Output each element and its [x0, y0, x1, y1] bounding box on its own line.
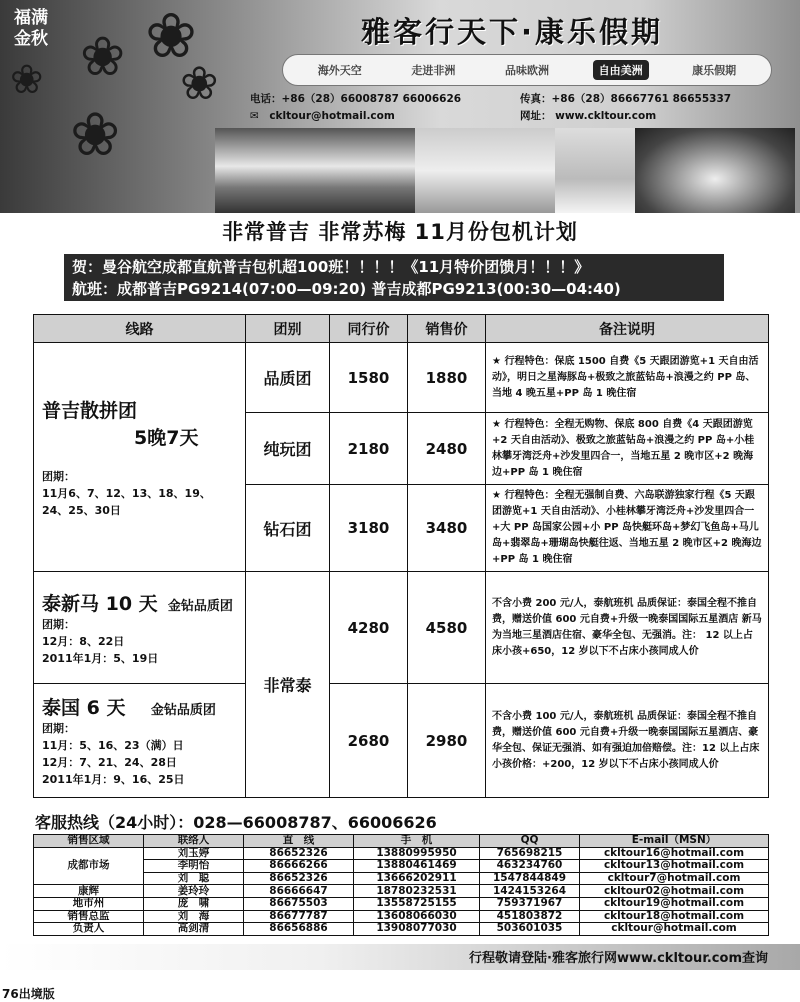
route-name: 泰新马 10 天	[42, 592, 158, 615]
palm-beach-photo	[555, 128, 635, 213]
sale-price: 4580	[408, 572, 486, 684]
star-icon: ★	[492, 418, 501, 430]
col-region: 销售区域	[34, 835, 144, 848]
surfboards-photo	[415, 128, 555, 213]
contact-qq: 451803872	[480, 910, 580, 923]
contacts-table	[33, 834, 769, 936]
region-cell: 销售总监	[34, 910, 144, 923]
contact-email: ckltour7@hotmail.com	[580, 872, 769, 885]
peer-price: 2180	[330, 413, 408, 485]
contacts-header-row	[34, 835, 769, 848]
route-thai-sg-my	[34, 572, 246, 684]
contact-qq: 1547844849	[480, 872, 580, 885]
phone-text: 电话：+86（28）66008787 66006626	[250, 93, 462, 105]
sale-price: 2480	[408, 413, 486, 485]
contact-qq: 503601035	[480, 923, 580, 936]
contact-mobile: 13666202911	[354, 872, 480, 885]
contact-qq: 463234760	[480, 860, 580, 873]
col-peer-price: 同行价	[330, 315, 408, 343]
contact-email: ckltour13@hotmail.com	[580, 860, 769, 873]
peer-price: 2680	[330, 684, 408, 798]
group-name: 纯玩团	[246, 413, 330, 485]
contact-name: 庞 啸	[144, 897, 244, 910]
contact-mobile: 13608066030	[354, 910, 480, 923]
table-header-row	[34, 315, 769, 343]
dates-label: 团期：	[42, 617, 75, 631]
table-row	[34, 885, 769, 898]
announcement-line-1: 贺：曼谷航空成都直航普吉包机超100班！！！！《11月特价团馈月！！！》	[72, 258, 590, 276]
col-qq: QQ	[480, 835, 580, 848]
contact-tel: 86656886	[244, 923, 354, 936]
contact-qq: 759371967	[480, 897, 580, 910]
peer-price: 1580	[330, 343, 408, 413]
mail-icon: ✉	[250, 110, 270, 122]
contact-mobile: 13908077030	[354, 923, 480, 936]
group-note: 不含小费 200 元/人，泰航班机 品质保证：泰国全程不推自费，赠送价值 600 元自费+升级一晚泰国国际五星酒店 新马为当地三星酒店住宿、豪华全包、无强消。注： 12 以上占床小孩+650，12 岁以下不占床小孩同成人价	[486, 572, 769, 684]
maple-leaf-icon: ❀	[10, 57, 44, 103]
peer-price: 3180	[330, 485, 408, 572]
contact-tel: 86666647	[244, 885, 354, 898]
contact-name: 高剑清	[144, 923, 244, 936]
contact-mobile: 18780232531	[354, 885, 480, 898]
group-name: 品质团	[246, 343, 330, 413]
group-note: 不含小费 100 元/人，泰航班机 品质保证：泰国全程不推自费，赠送价值 600 元自费+升级一晚泰国国际五星酒店、豪华全包、保证无强消、如有强迫加倍赔偿。注：12 以上占床小孩价格：+200，12 岁以下不占床小孩同成人价	[486, 684, 769, 798]
region-cell: 成都市场	[34, 847, 144, 885]
nav-item: 康乐假期	[692, 64, 737, 77]
brand-title: 雅客行天下·康乐假期	[360, 15, 664, 49]
route-name: 普吉散拼团	[42, 399, 138, 422]
route-tag: 金钻品质团	[167, 598, 233, 614]
group-name: 非常泰	[246, 572, 330, 798]
footer-text: 行程敬请登陆·雅客旅行网www.ckltour.com查询	[469, 951, 768, 966]
route-phuket	[34, 343, 246, 572]
table-row	[34, 860, 769, 873]
contact-email: ckltour02@hotmail.com	[580, 885, 769, 898]
route-tag: 金钻品质团	[150, 703, 216, 718]
contact-name: 刘 聪	[144, 872, 244, 885]
contact-email: ckltour@hotmail.com	[580, 923, 769, 936]
motto-text: 福满金秋	[14, 8, 48, 49]
hotline-text: 客服热线（24小时）：028—66008787、66006626	[35, 813, 437, 832]
header-banner	[0, 0, 800, 213]
star-icon: ★	[492, 355, 501, 367]
peer-price: 4280	[330, 572, 408, 684]
contact-name: 刘 海	[144, 910, 244, 923]
maple-leaf-icon: ❀	[180, 56, 219, 110]
col-contact: 联络人	[144, 835, 244, 848]
col-notes: 备注说明	[486, 315, 769, 343]
col-route: 线路	[34, 315, 246, 343]
route-dates: 2011年1月：9、16、25日	[42, 773, 185, 786]
route-thailand	[34, 684, 246, 798]
route-dates: 12月：8、22日	[42, 634, 125, 648]
contact-mobile: 13558725155	[354, 897, 480, 910]
contact-email: ckltour18@hotmail.com	[580, 910, 769, 923]
contact-email: ckltour19@hotmail.com	[580, 897, 769, 910]
table-row	[34, 847, 769, 860]
dates-label: 团期：	[42, 469, 75, 483]
col-mobile: 手 机	[354, 835, 480, 848]
route-dates: 2011年1月：5、19日	[42, 651, 159, 665]
note-text: 行程特色：全程无强制自费、六岛联游独家行程《5 天跟团游览+1 天自由活动》、小桂林攀牙湾泛舟+沙发里四合一+大 PP 岛国家公园+小 PP 岛快艇环岛+梦幻飞鱼岛+马儿岛+翡翠岛+珊瑚岛快艇往返、当地五星 2 晚市区+2 晚海边+PP 岛 1 晚住宿	[492, 490, 762, 565]
contact-tel: 86666266	[244, 860, 354, 873]
group-name: 钻石团	[246, 485, 330, 572]
contact-email: ckltour16@hotmail.com	[580, 847, 769, 860]
contact-name: 姜玲玲	[144, 885, 244, 898]
maple-leaf-icon: ❀	[80, 25, 126, 88]
note-text: 行程特色：全程无购物、保底 800 自费《4 天跟团游览+2 天自由活动》、极致之旅蓝钻岛+浪漫之约 PP 岛+小桂林攀牙湾泛舟+沙发里四合一，当地五星 2 晚市区+2 晚海边+PP 岛 1 晚住宿	[492, 418, 755, 478]
col-email: E-mail（MSN）	[580, 835, 769, 848]
table-row	[34, 343, 769, 413]
group-note	[486, 413, 769, 485]
sunset-pier-photo	[215, 128, 415, 213]
contact-tel: 86675503	[244, 897, 354, 910]
col-group: 团别	[246, 315, 330, 343]
contact-mobile: 13880461469	[354, 860, 480, 873]
photo-strip	[215, 128, 795, 213]
dates-label: 团期：	[42, 722, 75, 735]
nav-item: 品味欧洲	[504, 64, 549, 77]
announcement-banner	[64, 254, 724, 301]
brand-nav	[282, 54, 772, 86]
route-dates: 11月6、7、12、13、18、19、24、25、30日	[42, 486, 211, 517]
contact-tel: 86652326	[244, 872, 354, 885]
flight-info: 航班：成都普吉PG9214(07:00—09:20) 普吉成都PG9213(00:30—04:40)	[72, 280, 621, 298]
region-cell: 地市州	[34, 897, 144, 910]
table-row	[34, 572, 769, 684]
star-icon: ★	[492, 490, 501, 501]
website-text: 网址： www.ckltour.com	[520, 110, 657, 122]
maple-leaf-icon: ❀	[145, 0, 197, 72]
sale-price: 3480	[408, 485, 486, 572]
route-name: 泰国 6 天	[42, 697, 126, 719]
route-dates: 12月：7、21、24、28日	[42, 756, 177, 769]
fax-text: 传真：+86（28）86667761 86655337	[520, 93, 732, 105]
table-row	[34, 684, 769, 798]
table-row	[34, 872, 769, 885]
note-text: 行程特色：保底 1500 自费《5 天跟团游览+1 天自由活动》，明日之星海豚岛+极致之旅蓝钻岛+浪漫之约 PP 岛、当地 4 晚五星+PP 岛 1 晚住宿	[492, 355, 759, 399]
group-note	[486, 485, 769, 572]
route-dates: 11月：5、16、23（满）日	[42, 739, 184, 752]
contact-qq: 1424153264	[480, 885, 580, 898]
nav-item: 自由美洲	[593, 60, 649, 80]
table-row	[34, 923, 769, 936]
nav-item: 海外天空	[317, 64, 362, 77]
table-row	[34, 910, 769, 923]
island-aerial-photo	[635, 128, 795, 213]
email-text	[250, 108, 395, 123]
nav-item: 走进非洲	[411, 64, 456, 77]
sale-price: 1880	[408, 343, 486, 413]
region-cell: 康辉	[34, 885, 144, 898]
contact-mobile: 13880995950	[354, 847, 480, 860]
tour-table	[33, 314, 769, 798]
email-value: ckltour@hotmail.com	[269, 110, 395, 122]
maple-leaf-icon: ❀	[70, 100, 121, 170]
contact-tel: 86677787	[244, 910, 354, 923]
group-note	[486, 343, 769, 413]
page-number: 76出境版	[2, 987, 55, 1001]
contact-name: 李明怡	[144, 860, 244, 873]
sale-price: 2980	[408, 684, 486, 798]
col-tel: 直 线	[244, 835, 354, 848]
table-row	[34, 897, 769, 910]
col-sale-price: 销售价	[408, 315, 486, 343]
route-days: 5晚7天	[134, 426, 199, 449]
contact-name: 刘玉婷	[144, 847, 244, 860]
region-cell: 负责人	[34, 923, 144, 936]
contact-tel: 86652326	[244, 847, 354, 860]
contact-qq: 765698215	[480, 847, 580, 860]
page-title: 非常普吉 非常苏梅 11月份包机计划	[222, 220, 578, 244]
